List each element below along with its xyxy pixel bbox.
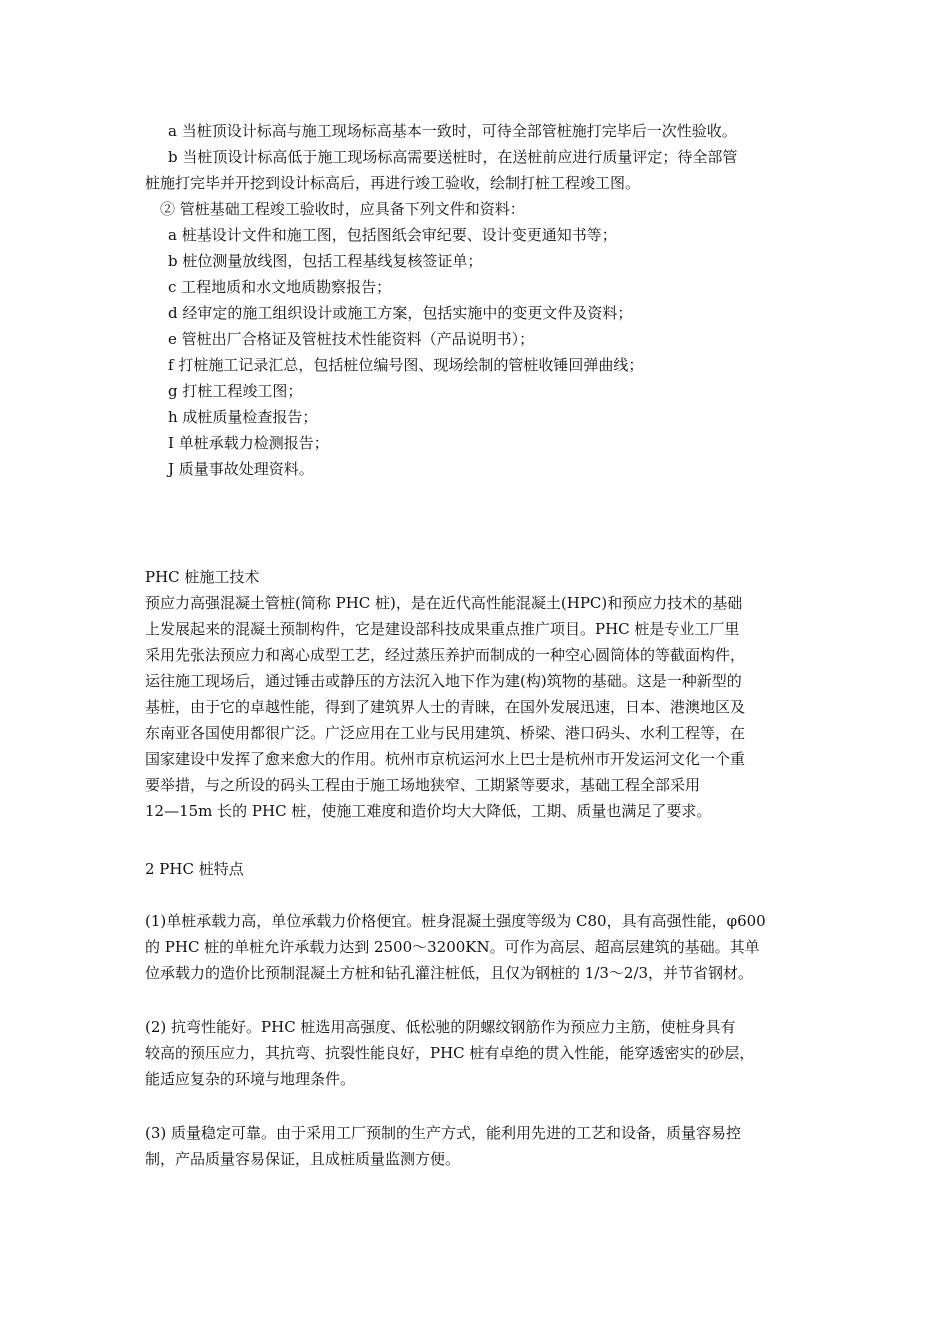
feature-1-paragraph	[145, 908, 811, 986]
section-title: PHC 桩施工技术	[145, 568, 260, 586]
paragraph-line-b-cont: 桩施打完毕并开挖到设计标高后，再进行竣工验收，绘制打桩工程竣工图。	[145, 174, 641, 192]
feature-2-paragraph	[145, 1014, 811, 1092]
paragraph-line: 上发展起来的混凝土预制构件，它是建设部科技成果重点推广项目。PHC 桩是专业工厂里	[145, 620, 740, 638]
paragraph-line: 预应力高强混凝土管桩(简称 PHC 桩)，是在近代高性能混凝土(HPC)和预应力技术的基础	[145, 594, 743, 612]
list-item: f 打桩施工记录汇总，包括桩位编号图、现场绘制的管桩收锤回弹曲线；	[168, 356, 644, 374]
intro-paragraph	[145, 590, 811, 824]
paragraph-line: (2) 抗弯性能好。PHC 桩选用高强度、低松驰的阴螺纹钢筋作为预应力主筋，使桩身具有	[145, 1018, 736, 1036]
paragraph-line: 较高的预压应力，其抗弯、抗裂性能良好，PHC 桩有卓绝的贯入性能，能穿透密实的砂层，	[145, 1044, 755, 1062]
list-item: I 单桩承载力检测报告；	[168, 434, 329, 452]
paragraph-line: 制，产品质量容易保证，且成桩质量监测方便。	[145, 1150, 461, 1168]
paragraph-line: 要举措，与之所设的码头工程由于施工场地狭窄、工期紧等要求，基础工程全部采用	[145, 776, 701, 794]
paragraph-line: 基桩，由于它的卓越性能，得到了建筑界人士的青睐，在国外发展迅速，日本、港澳地区及	[145, 698, 746, 716]
list-item: c 工程地质和水文地质勘察报告；	[168, 278, 392, 296]
paragraph-line-a: a 当桩顶设计标高与施工现场标高基本一致时，可待全部管桩施打完毕后一次性验收。	[168, 122, 737, 140]
list-item: e 管桩出厂合格证及管桩技术性能资料（产品说明书）；	[168, 330, 535, 348]
paragraph-line: 位承载力的造价比预制混凝土方桩和钻孔灌注桩低，且仅为钢桩的 1/3～2/3，并节省钢材。	[145, 964, 754, 982]
paragraph-line: 国家建设中发挥了愈来愈大的作用。杭州市京杭运河水上巴士是杭州市开发运河文化一个重	[145, 750, 746, 768]
list-item: b 桩位测量放线图，包括工程基线复核签证单；	[168, 252, 483, 270]
paragraph-line: 能适应复杂的环境与地理条件。	[145, 1070, 356, 1088]
paragraph-line: (1)单桩承载力高，单位承载力价格便宜。桩身混凝土强度等级为 C80，具有高强性能，φ600	[145, 912, 766, 930]
list-item: d 经审定的施工组织设计或施工方案，包括实施中的变更文件及资料；	[168, 304, 633, 322]
list-item: a 桩基设计文件和施工图，包括图纸会审纪要、设计变更通知书等；	[168, 226, 617, 244]
paragraph-line: (3) 质量稳定可靠。由于采用工厂预制的生产方式，能利用先进的工艺和设备，质量容易控	[145, 1124, 742, 1142]
list-item: J 质量事故处理资料。	[168, 460, 314, 478]
features-heading: 2 PHC 桩特点	[145, 860, 244, 878]
list-item: h 成桩质量检查报告；	[168, 408, 318, 426]
list-item: g 打桩工程竣工图；	[168, 382, 303, 400]
paragraph-line: 12—15m 长的 PHC 桩，使施工难度和造价均大大降低，工期、质量也满足了要求。	[145, 802, 712, 820]
paragraph-line: 的 PHC 桩的单桩允许承载力达到 2500～3200KN。可作为高层、超高层建筑的基础。其单	[145, 938, 760, 956]
feature-3-paragraph	[145, 1120, 811, 1172]
item-2-heading: ② 管桩基础工程竣工验收时，应具备下列文件和资料：	[160, 200, 525, 218]
paragraph-line: 东南亚各国使用都很广泛。广泛应用在工业与民用建筑、桥梁、港口码头、水利工程等，在	[145, 724, 746, 742]
paragraph-line-b: b 当桩顶设计标高低于施工现场标高需要送桩时，在送桩前应进行质量评定；待全部管	[168, 148, 738, 166]
paragraph-line: 采用先张法预应力和离心成型工艺，经过蒸压养护而制成的一种空心圆筒体的等截面构件，	[145, 646, 746, 664]
paragraph-line: 运往施工现场后，通过锤击或静压的方法沉入地下作为建(构)筑物的基础。这是一种新型的	[145, 672, 742, 690]
